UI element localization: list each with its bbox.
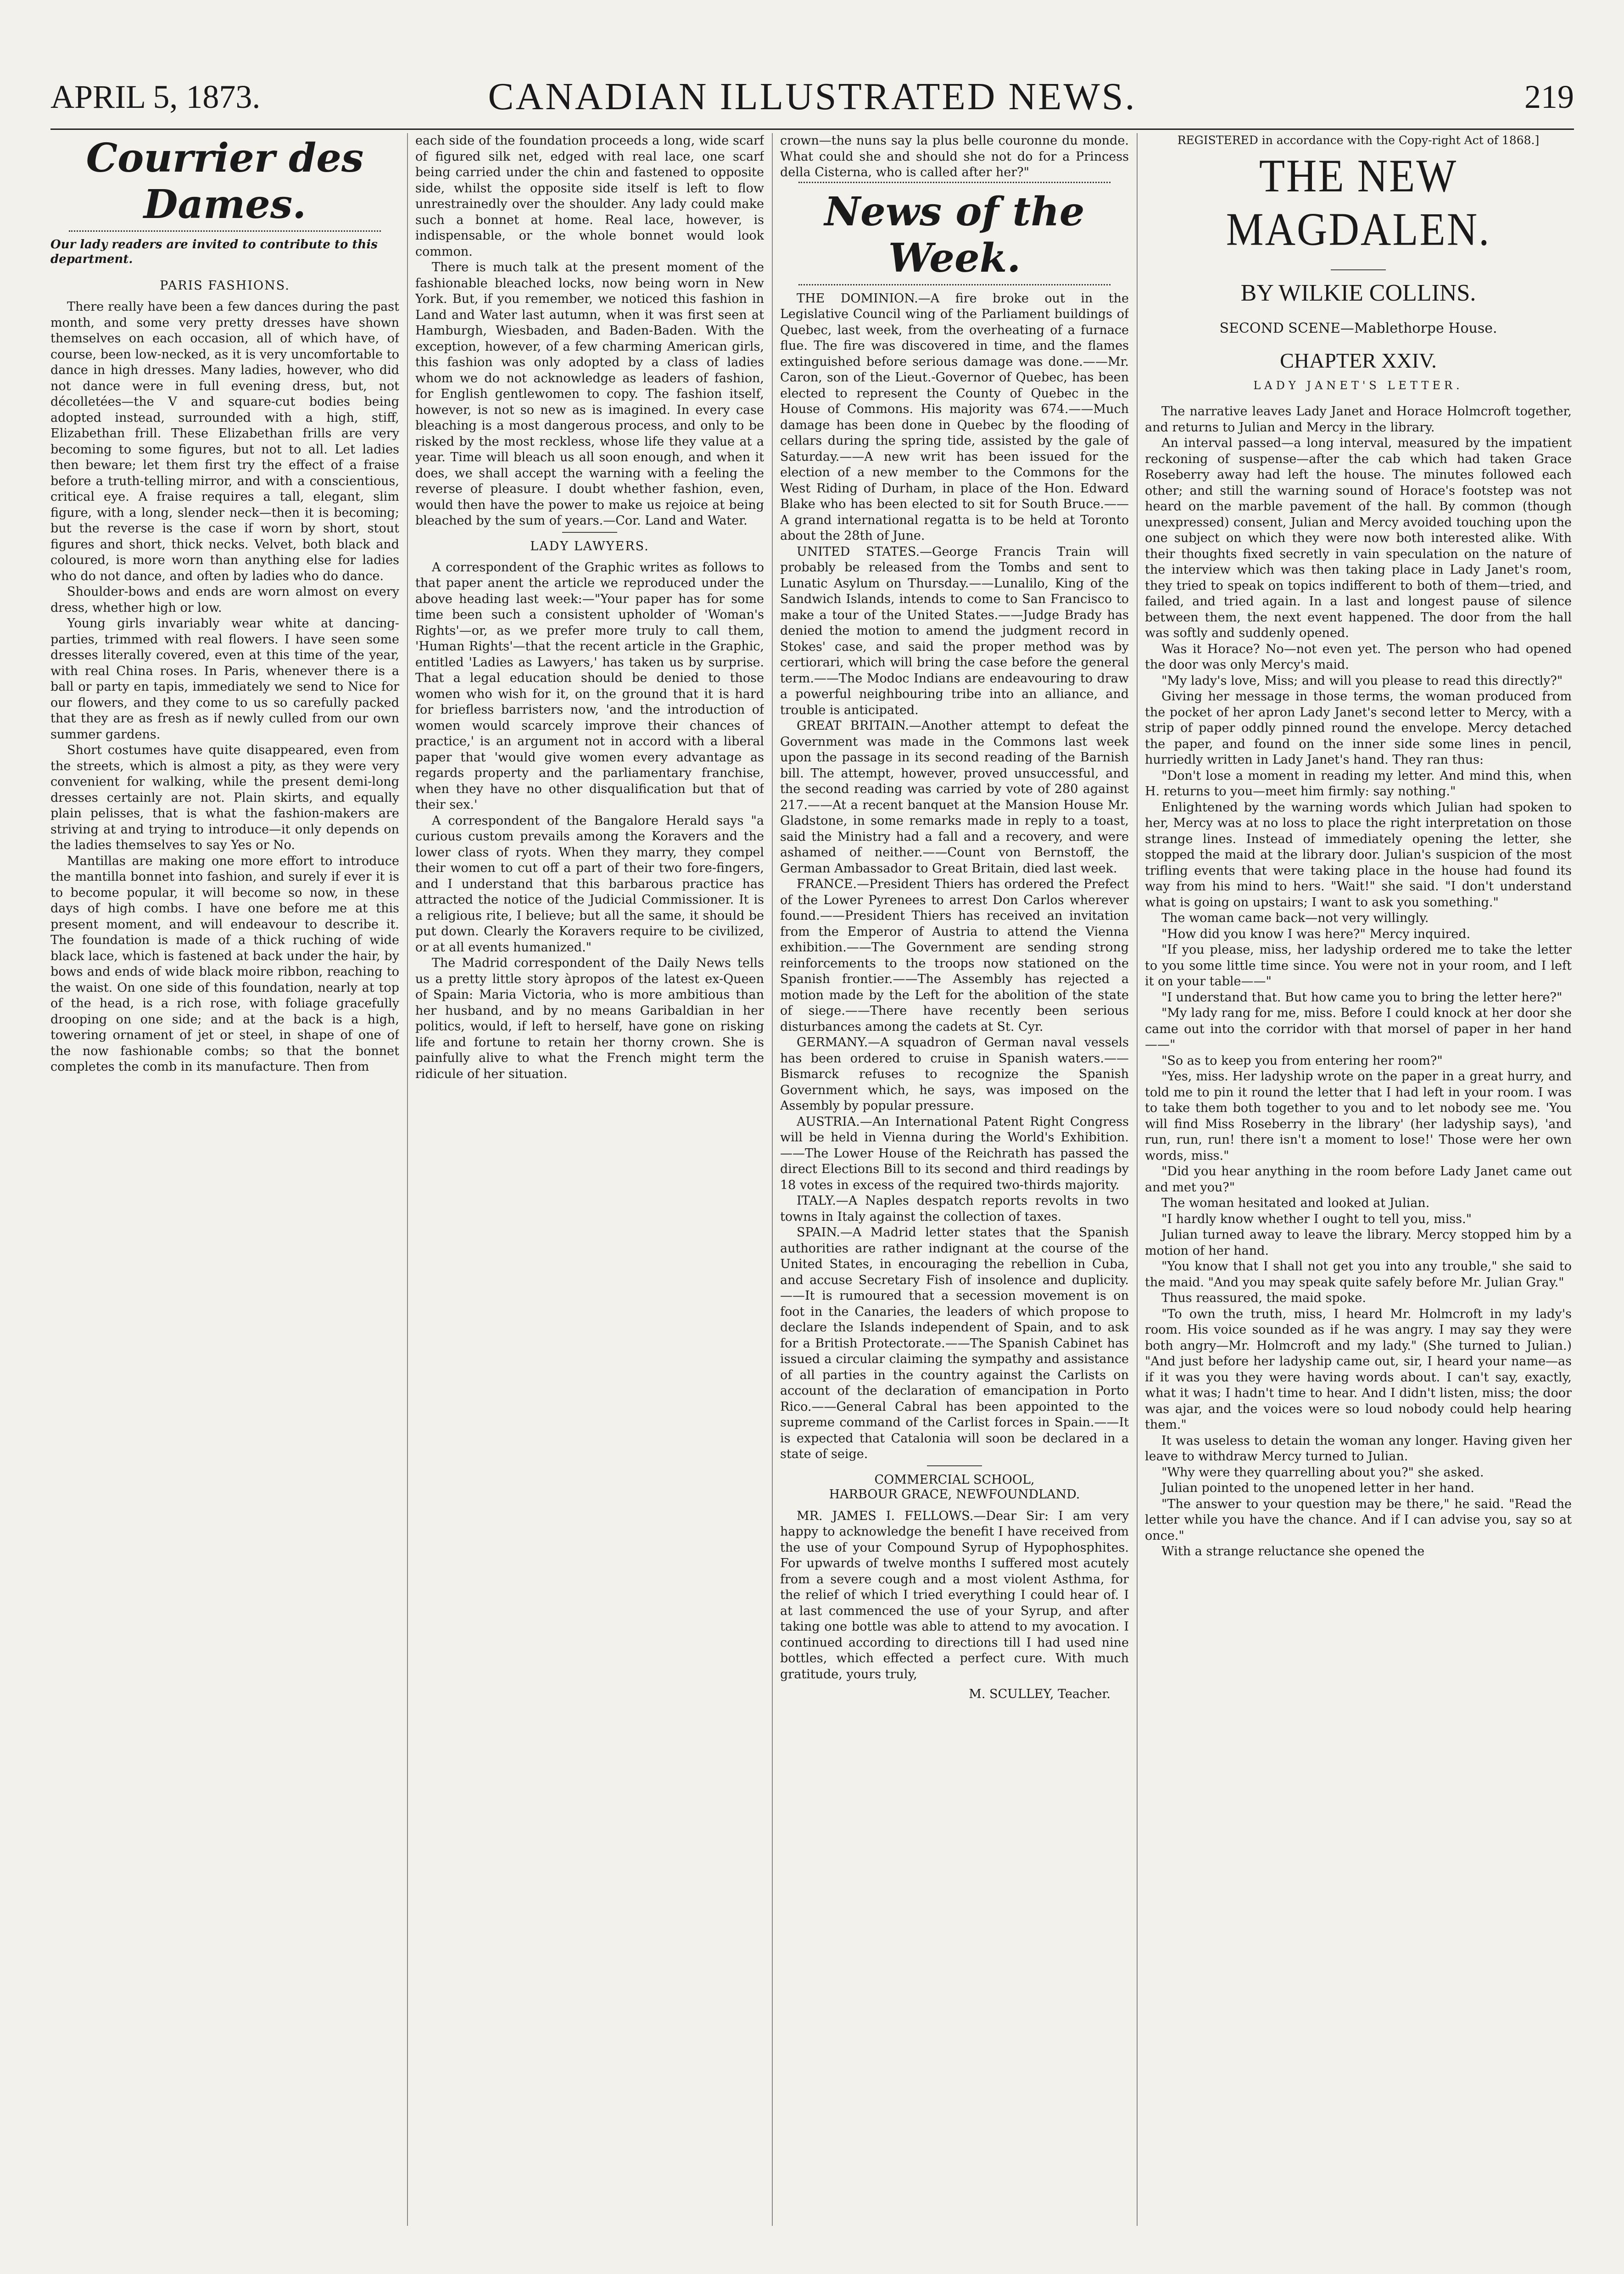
article-paragraph: The Madrid correspondent of the Daily News tells us a pretty little story àpropos of the latest ex-Queen of Spain: Maria Victoria, who is more ambitious than her husband, and by no means Garibaldian in her politics, would, if left to herself, have gone on risking life and fortune to retain her thorny crown. She is painfully alive to what the French might term the ridicule of her situation. — [415, 956, 764, 1081]
ornamental-rule — [798, 182, 1111, 183]
novel-paragraph: "I hardly know whether I ought to tell you, miss." — [1161, 1212, 1472, 1226]
section-rule — [562, 532, 617, 533]
news-france: FRANCE.—President Thiers has ordered the Prefect of the Lower Pyrenees to arrest Don Carlos wherever found.——President Thiers has received an invitation from the Emperor of Austria to attend the Vienna exhibition.——The Government are sending strong reinforcements to the troops now stationed on the Spanish frontier.——The Assembly has rejected a motion made by the Left for the abolition of the state of siege.——There have recently been serious disturbances among the cadets at St. Cyr. — [780, 877, 1129, 1034]
novel-scene: SECOND SCENE—Mablethorpe House. — [1219, 320, 1497, 336]
novel-paragraph: "Why were they quarrelling about you?" she asked. — [1161, 1465, 1484, 1480]
article-paragraph: A correspondent of the Bangalore Herald says "a curious custom prevails among the Koravers and the lower class of ryots. When they marry, they compel their women to cut off a part of their two fore-fingers, and I understand that this barbarous practice has attracted the notice of the Judicial Commissioner. It is a religious rite, I believe; but all the same, it should be put down. Clearly the Koravers require to be civilized, or at all events humanized." — [415, 813, 764, 955]
column-courrier — [50, 133, 399, 2226]
copyright-notice: REGISTERED in accordance with the Copy-right Act of 1868.] — [1177, 134, 1540, 147]
ornamental-rule — [69, 230, 381, 232]
novel-paragraph: "If you please, miss, her ladyship ordered me to take the letter to you some little time since. You were not in your room, and I left it on your table——" — [1145, 943, 1572, 989]
novel-paragraph: "My lady's love, Miss; and will you please to read this directly?" — [1161, 673, 1563, 688]
novel-paragraph: The narrative leaves Lady Janet and Horace Holmcroft together, and returns to Julian and Mercy in the library. — [1145, 404, 1572, 435]
novel-paragraph: Was it Horace? No—not even yet. The person who had opened the door was only Mercy's maid. — [1145, 642, 1572, 672]
school-address — [780, 1473, 1129, 1502]
column-rule — [407, 133, 408, 2226]
column-two — [415, 133, 764, 2226]
section-rule — [1331, 269, 1386, 270]
news-dominion: THE DOMINION.—A fire broke out in the Legislative Council wing of the Parliament buildings of Quebec, last week, from the overheating of a furnace flue. The fire was discovered in time, and the flames extinguished before serious damage was done.——Mr. Caron, son of the Lieut.-Governor of Quebec, has been elected to represent the County of Quebec in the House of Commons. His majority was 674.——Much damage has been done in Quebec by the flooding of cellars during the spring tide, assisted by the gale of Saturday.——A new writ has been issued for the election of a new member to the Commons for the West Riding of Durham, in place of the Hon. Edward Blake who has been elected to sit for South Bruce.——A grand international regatta is to be held at Toronto about the 28th of June. — [780, 291, 1129, 543]
article-paragraph: There is much talk at the present moment of the fashionable bleached locks, now being worn in New York. But, if you remember, we noticed this fashion in Land and Water last autumn, when it was first seen at Hamburgh, Wiesbaden, and Baden-Baden. With the exception, however, of a few charming American girls, this fashion was only adopted by a class of ladies whom we do not acknowledge as leaders of fashion, for English gentlewomen to copy. The fashion itself, however, is not so new as is imagined. In every case bleaching is a most dangerous process, and only to be risked by the most reckless, whose life they value at a year. Time will bleach us all soon enough, and when it does, we shall accept the warning with a feeling the reverse of pleasure. I doubt whether fashion, even, would then have the power to make us rejoice at being bleached by the sum of years.—Cor. Land and Water. — [415, 260, 764, 528]
school-line: HARBOUR GRACE, NEWFOUNDLAND. — [829, 1487, 1080, 1502]
column-rule — [1137, 133, 1138, 2226]
novel-paragraph: "I understand that. But how came you to bring the letter here?" — [1161, 990, 1563, 1005]
column-rule — [772, 133, 773, 2226]
ornamental-rule — [798, 284, 1111, 285]
novel-paragraph: Julian turned away to leave the library. Mercy stopped him by a motion of her hand. — [1145, 1228, 1572, 1258]
novel-title: THE NEW MAGDALEN. — [1226, 150, 1491, 255]
novel-paragraph: An interval passed—a long interval, measured by the impatient reckoning of suspense—after the cab which had taken Grace Roseberry away had left the house. The minutes followed each other; and still the warning sound of Horace's footstep was not heard on the marble pavement of the hall. By common (though unexpressed) consent, Julian and Mercy avoided touching upon the one subject on which they were now both interested alike. With their thoughts fixed secretly in vain speculation on the nature of the interview which was then taking place in Lady Janet's room, they tried to speak on topics indifferent to both of them—tried, and failed, and tried again. In a last and longest pause of silence between them, the next event happened. The door from the hall was softly and suddenly opened. — [1145, 436, 1572, 640]
article-paragraph: Young girls invariably wear white at dancing-parties, trimmed with real flowers. I have seen some dresses literally covered, even at this time of the year, with real China roses. In Paris, whenever there is a ball or party en tapis, immediately we send to Nice for our flowers, and they come to us so carefully packed that they are as fresh as if newly culled from our own summer gardens. — [50, 616, 399, 742]
novel-paragraph: The woman came back—not very willingly. — [1161, 911, 1429, 925]
article-paragraph: There really have been a few dances during the past month, and some very pretty dresses have shown themselves on each occasion, all of which have, of course, been low-necked, as it is very uncomfortable to dance in high dresses. Many ladies, however, who did not dance were in full evening dress, but, not décolletées—the V and square-cut bodies being adopted instead, surrounded with a high, stiff, Elizabethan frill. These Elizabethan frills are very becoming to some figures, but not to all. Let ladies then beware; let them first try the effect of a fraise before a truth-telling mirror, and with a conscientious, critical eye. A fraise requires a tall, elegant, slim figure, with a long, slender neck—then it is becoming; but the reverse is the case if worn by short, stout figures and short, thick necks. Velvet, both black and coloured, is more worn than anything else for ladies who do not dance, and often by ladies who do dance. — [50, 300, 399, 583]
novel-paragraph: "Don't lose a moment in reading my letter. And mind this, when H. returns to you—meet him firmly: say nothing." — [1145, 768, 1572, 799]
news-of-the-week-title: News of the Week. — [824, 188, 1085, 281]
page-number: 219 — [1524, 78, 1574, 115]
column-novel — [1145, 133, 1572, 2226]
column-news — [780, 133, 1129, 2226]
news-italy: ITALY.—A Naples despatch reports revolts in two towns in Italy against the collection of taxes. — [780, 1194, 1129, 1224]
news-germany: GERMANY.—A squadron of German naval vessels has been ordered to cruise in Spanish waters.——Bismarck refuses to recognize the Spanish Government which, he says, was imposed on the Assembly by popular pressure. — [780, 1035, 1129, 1113]
courrier-intro: Our lady readers are invited to contribute to this department. — [50, 238, 378, 266]
novel-paragraph: Giving her message in those terms, the woman produced from the pocket of her apron Lady Janet's second letter to Mercy, with a strip of paper oddly pinned round the envelope. Mercy detached the paper, and found on the inner side some lines in pencil, hurriedly written in Lady Janet's hand. They ran thus: — [1145, 689, 1572, 767]
article-paragraph: each side of the foundation proceeds a long, wide scarf of figured silk net, edged with real lace, one scarf being carried under the chin and fastened to opposite side, whilst the opposite side itself is left to flow unrestrainedly over the shoulder. Any lady could make such a bonnet at home. Real lace, however, is indispensable, or the whole bonnet would look common. — [415, 134, 764, 259]
chapter-heading: CHAPTER XXIV. — [1280, 349, 1437, 372]
paris-fashions-heading: PARIS FASHIONS. — [160, 279, 290, 293]
novel-paragraph: "Did you hear anything in the room before Lady Janet came out and met you?" — [1145, 1164, 1572, 1195]
novel-paragraph: It was useless to detain the woman any longer. Having given her leave to withdraw Mercy turned to Julian. — [1145, 1433, 1572, 1464]
section-rule — [927, 1465, 982, 1466]
novel-paragraph: "The answer to your question may be there," he said. "Read the letter while you have the chance. And if I can advise you, say so at once." — [1145, 1497, 1572, 1543]
news-united-states: UNITED STATES.—George Francis Train will probably be released from the Tombs and sent to Lunatic Asylum on Thursday.——Lunalilo, King of the Sandwich Islands, intends to come to San Francisco to make a tour of the United States.——Judge Brady has denied the motion to amend the judgment record in Stokes' case, and said the proper method was by certiorari, which will bring the case before the general term.——The Modoc Indians are endeavouring to draw a powerful neighbouring tribe into an alliance, and trouble is anticipated. — [780, 544, 1129, 717]
novel-paragraph: "To own the truth, miss, I heard Mr. Holmcroft in my lady's room. His voice sounded as if he was angry. I may say they were both angry—Mr. Holmcroft and my lady." (She turned to Julian.) "And just before her ladyship came out, sir, I heard your name—as if it was you they were having words about. I can't say, exactly, what it was; I hadn't time to hear. And I didn't listen, miss; the door was ajar, and the voices were so loud nobody could help hearing them." — [1145, 1307, 1572, 1432]
chapter-subtitle: LADY JANET'S LETTER. — [1253, 379, 1463, 392]
issue-date: APRIL 5, 1873. — [50, 78, 261, 115]
novel-paragraph: "My lady rang for me, miss. Before I could knock at her door she came out into the corridor with that morsel of paper in her hand——" — [1145, 1006, 1572, 1052]
novel-paragraph: "You know that I shall not get you into any trouble," she said to the maid. "And you may speak quite safely before Mr. Julian Gray." — [1145, 1259, 1572, 1290]
school-line: COMMERCIAL SCHOOL, — [874, 1472, 1035, 1487]
novel-paragraph: Enlightened by the warning words which Julian had spoken to her, Mercy was at no loss to place the right interpretation on those strange lines. Instead of immediately opening the letter, she stopped the maid at the library door. Julian's suspicion of the most trifling events that were taking place in the house had found its way from his mind to hers. "Wait!" she said. "I don't understand what is going on upstairs; I want to ask you something." — [1145, 800, 1572, 910]
novel-paragraph: "How did you know I was here?" Mercy inquired. — [1161, 927, 1471, 941]
lady-lawyers-heading: LADY LAWYERS. — [530, 539, 649, 553]
article-paragraph: crown—the nuns say la plus belle couronne du monde. What could she and should she not do for a Princess della Cisterna, who is called after her?" — [780, 134, 1129, 179]
letter-signature: M. SCULLEY, Teacher. — [969, 1687, 1111, 1701]
novel-paragraph: The woman hesitated and looked at Julian. — [1161, 1196, 1430, 1210]
article-paragraph: Mantillas are making one more effort to introduce the mantilla bonnet into fashion, and surely if ever it is to become popular, it will become so now, in these days of high combs. I have one before me at this present moment, and will endeavour to describe it. The foundation is made of a thick ruching of wide black lace, which is fastened at back under the hair, by bows and ends of wide black moire ribbon, reaching to the waist. On one side of this foundation, nearly at top of the head, is a rich rose, with foliage gracefully drooping on one side; and at the back is a high, towering ornament of jet or steel, in shape of one of the now fashionable combs; so that the bonnet completes the comb in its manufacture. Then from — [50, 854, 399, 1074]
article-paragraph: Short costumes have quite disappeared, even from the streets, which is almost a pity, as they were very convenient for walking, while the present demi-long dresses certainly are not. Plain skirts, and equally plain pelisses, that is what the fashion-makers are striving at and trying to introduce—it only depends on the ladies themselves to say Yes or No. — [50, 743, 399, 852]
news-spain: SPAIN.—A Madrid letter states that the Spanish authorities are rather indignant at the course of the United States, in encouraging the rebellion in Cuba, and accuse Secretary Fish of insolence and duplicity.——It is rumoured that a secession movement is on foot in the Canaries, the leaders of which propose to declare the Islands independent of Spain, and to ask for a British Protectorate.——The Spanish Cabinet has issued a circular claiming the sympathy and assistance of all parties in the country against the Carlists on account of the declaration of emancipation in Porto Rico.——General Cabral has been appointed to the supreme command of the Carlist forces in Spain.——It is expected that Catalonia will soon be declared in a state of seige. — [780, 1225, 1129, 1461]
testimonial-letter: MR. JAMES I. FELLOWS.—Dear Sir: I am very happy to acknowledge the benefit I have received from the use of your Compound Syrup of Hypophosphites. For upwards of twelve months I suffered most acutely from a severe cough and a most violent Asthma, for the relief of which I tried everything I could hear of. I at last commenced the use of your Syrup, and after taking one bottle was able to attend to my avocation. I continued according to directions till I had used nine bottles, which effected a perfect cure. With much gratitude, yours truly, — [780, 1509, 1129, 1682]
news-great-britain: GREAT BRITAIN.—Another attempt to defeat the Government was made in the Commons last week upon the passage in its second reading of the Barnish bill. The attempt, however, proved unsuccessful, and the second reading was carried by vote of 280 against 217.——At a recent banquet at the Mansion House Mr. Gladstone, in some remarks made in reply to a toast, said the Ministry had a fall and a recovery, and were ashamed of neither.——Count von Bernstoff, the German Ambassador to Great Britain, died last week. — [780, 719, 1129, 876]
novel-paragraph: "So as to keep you from entering her room?" — [1161, 1053, 1443, 1068]
courrier-title: Courrier des Dames. — [86, 135, 364, 228]
article-paragraph: A correspondent of the Graphic writes as follows to that paper anent the article we reproduced under the above heading last week:—"Your paper has for some time been such a consistent upholder of 'Woman's Rights'—or, as we prefer more truly to call them, 'Human Rights'—that the recent article in the Graphic, entitled 'Ladies as Lawyers,' has taken us by surprise. That a legal education should be denied to those women who wish for it, on the ground that it is hard for briefless barristers now, 'and the introduction of women would scarcely improve their chances of practice,' is an argument not in accord with a liberal paper that 'would give women every advantage as regards property and the parliamentary franchise, when they have no other disqualification but that of their sex.' — [415, 560, 764, 812]
paper-title: CANADIAN ILLUSTRATED NEWS. — [488, 75, 1137, 118]
novel-paragraph: With a strange reluctance she opened the — [1161, 1544, 1425, 1559]
news-austria: AUSTRIA.—An International Patent Right Congress will be held in Vienna during the World's Exhibition.——The Lower House of the Reichrath has passed the direct Elections Bill to its second and third readings by 18 votes in excess of the required two-thirds majority. — [780, 1114, 1129, 1192]
novel-author: BY WILKIE COLLINS. — [1240, 280, 1476, 306]
novel-paragraph: "Yes, miss. Her ladyship wrote on the paper in a great hurry, and told me to pin it round the letter that I had left in your room. I was to take them both together to you and to let nobody see me. 'You will find Miss Roseberry in the library' (her ladyship says), 'and run, run, run! there isn't a moment to lose!' Those were her own words, miss." — [1145, 1069, 1572, 1163]
article-paragraph: Shoulder-bows and ends are worn almost on every dress, whether high or low. — [50, 585, 399, 615]
masthead — [50, 69, 1574, 130]
novel-paragraph: Thus reassured, the maid spoke. — [1161, 1291, 1366, 1305]
novel-paragraph: Julian pointed to the unopened letter in her hand. — [1161, 1481, 1474, 1495]
